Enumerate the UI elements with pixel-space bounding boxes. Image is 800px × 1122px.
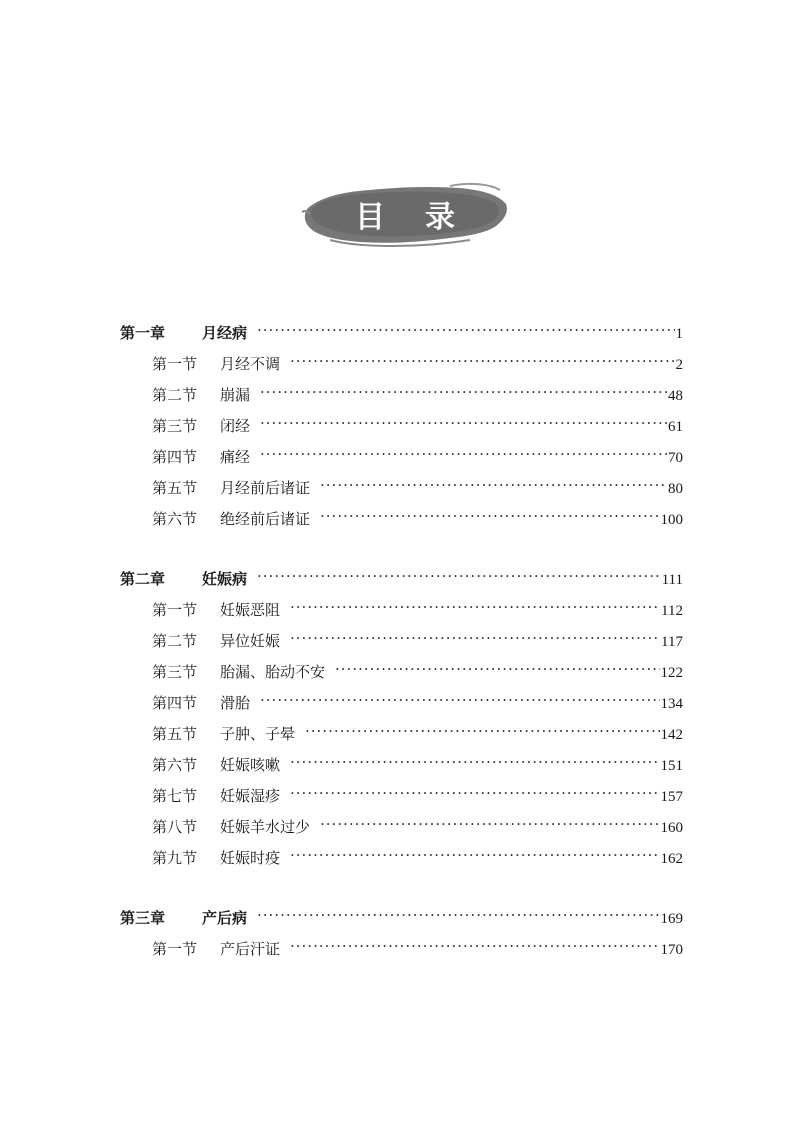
dot-leader (260, 691, 659, 709)
page-number: 157 (660, 789, 683, 805)
section-entry[interactable] (120, 384, 683, 415)
section-entry[interactable] (120, 661, 683, 692)
section-title: 胎漏、胎动不安 (220, 663, 326, 681)
section-title: 月经前后诸证 (220, 479, 311, 497)
page-number: 48 (668, 388, 683, 404)
section-number: 第九节 (152, 849, 198, 867)
section-number: 第四节 (152, 694, 198, 712)
section-entry[interactable] (120, 508, 683, 539)
section-entry[interactable] (120, 353, 683, 384)
dot-leader (260, 414, 667, 432)
section-title: 崩漏 (220, 386, 251, 404)
section-number: 第六节 (152, 756, 198, 774)
page-number: 117 (661, 634, 683, 650)
section-number: 第二节 (152, 386, 198, 404)
page-number: 169 (660, 911, 683, 927)
section-entry[interactable] (120, 446, 683, 477)
page-number: 112 (661, 603, 683, 619)
section-entry[interactable] (120, 847, 683, 878)
section-entry[interactable] (120, 816, 683, 847)
section-title: 月经不调 (220, 355, 281, 373)
dot-leader (290, 753, 659, 771)
chapter-title: 妊娠病 (202, 570, 248, 588)
section-number: 第七节 (152, 787, 198, 805)
dot-leader (290, 846, 659, 864)
page-number: 170 (660, 942, 683, 958)
section-number: 第六节 (152, 510, 198, 528)
section-title: 闭经 (220, 417, 251, 435)
chapter-entry[interactable] (120, 568, 683, 599)
page-number: 70 (668, 450, 683, 466)
section-number: 第一节 (152, 355, 198, 373)
toc-title (300, 178, 510, 250)
section-title: 妊娠咳嗽 (220, 756, 281, 774)
section-number: 第二节 (152, 632, 198, 650)
section-title: 产后汗证 (220, 940, 281, 958)
chapter-number: 第一章 (120, 324, 166, 342)
dot-leader (335, 660, 659, 678)
chapter-entry[interactable] (120, 322, 683, 353)
page-number: 122 (660, 665, 683, 681)
dot-leader (260, 383, 667, 401)
section-title: 妊娠羊水过少 (220, 818, 311, 836)
toc-title-banner (300, 178, 510, 250)
section-entry[interactable] (120, 785, 683, 816)
section-number: 第五节 (152, 479, 198, 497)
page-number: 151 (660, 758, 683, 774)
dot-leader (290, 937, 659, 955)
toc-title-char-1: 目 (355, 200, 385, 235)
dot-leader (320, 476, 667, 494)
section-title: 异位妊娠 (220, 632, 281, 650)
page-number: 160 (660, 820, 683, 836)
section-number: 第五节 (152, 725, 198, 743)
table-of-contents (120, 322, 683, 969)
section-number: 第三节 (152, 417, 198, 435)
section-title: 子肿、子晕 (220, 725, 296, 743)
section-title: 妊娠湿疹 (220, 787, 281, 805)
section-title: 滑胎 (220, 694, 251, 712)
section-title: 绝经前后诸证 (220, 510, 311, 528)
chapter-number: 第三章 (120, 909, 166, 927)
chapter-entry[interactable] (120, 907, 683, 938)
chapter-block-3 (120, 907, 683, 969)
page-number: 111 (661, 572, 683, 588)
dot-leader (305, 722, 659, 740)
dot-leader (257, 321, 674, 339)
section-title: 痛经 (220, 448, 251, 466)
section-number: 第四节 (152, 448, 198, 466)
section-entry[interactable] (120, 723, 683, 754)
section-entry[interactable] (120, 599, 683, 630)
dot-leader (260, 445, 667, 463)
chapter-block-1 (120, 322, 683, 539)
section-number: 第八节 (152, 818, 198, 836)
page-number: 61 (668, 419, 683, 435)
page-number: 1 (675, 326, 683, 342)
section-entry[interactable] (120, 692, 683, 723)
page-number: 100 (660, 512, 683, 528)
chapter-block-2 (120, 568, 683, 878)
dot-leader (290, 784, 659, 802)
dot-leader (290, 352, 674, 370)
chapter-title: 月经病 (202, 324, 248, 342)
page-number: 80 (668, 481, 683, 497)
dot-leader (320, 507, 659, 525)
page-number: 162 (660, 851, 683, 867)
section-number: 第三节 (152, 663, 198, 681)
section-entry[interactable] (120, 477, 683, 508)
dot-leader (290, 629, 660, 647)
section-entry[interactable] (120, 754, 683, 785)
section-title: 妊娠恶阻 (220, 601, 281, 619)
chapter-title: 产后病 (202, 909, 248, 927)
dot-leader (257, 906, 659, 924)
section-entry[interactable] (120, 630, 683, 661)
page-number: 142 (660, 727, 683, 743)
section-title: 妊娠时疫 (220, 849, 281, 867)
section-entry[interactable] (120, 938, 683, 969)
dot-leader (257, 567, 661, 585)
dot-leader (290, 598, 660, 616)
page-number: 2 (675, 357, 683, 373)
section-entry[interactable] (120, 415, 683, 446)
chapter-number: 第二章 (120, 570, 166, 588)
dot-leader (320, 815, 659, 833)
section-number: 第一节 (152, 601, 198, 619)
page-number: 134 (660, 696, 683, 712)
toc-title-char-2: 录 (425, 200, 455, 235)
section-number: 第一节 (152, 940, 198, 958)
